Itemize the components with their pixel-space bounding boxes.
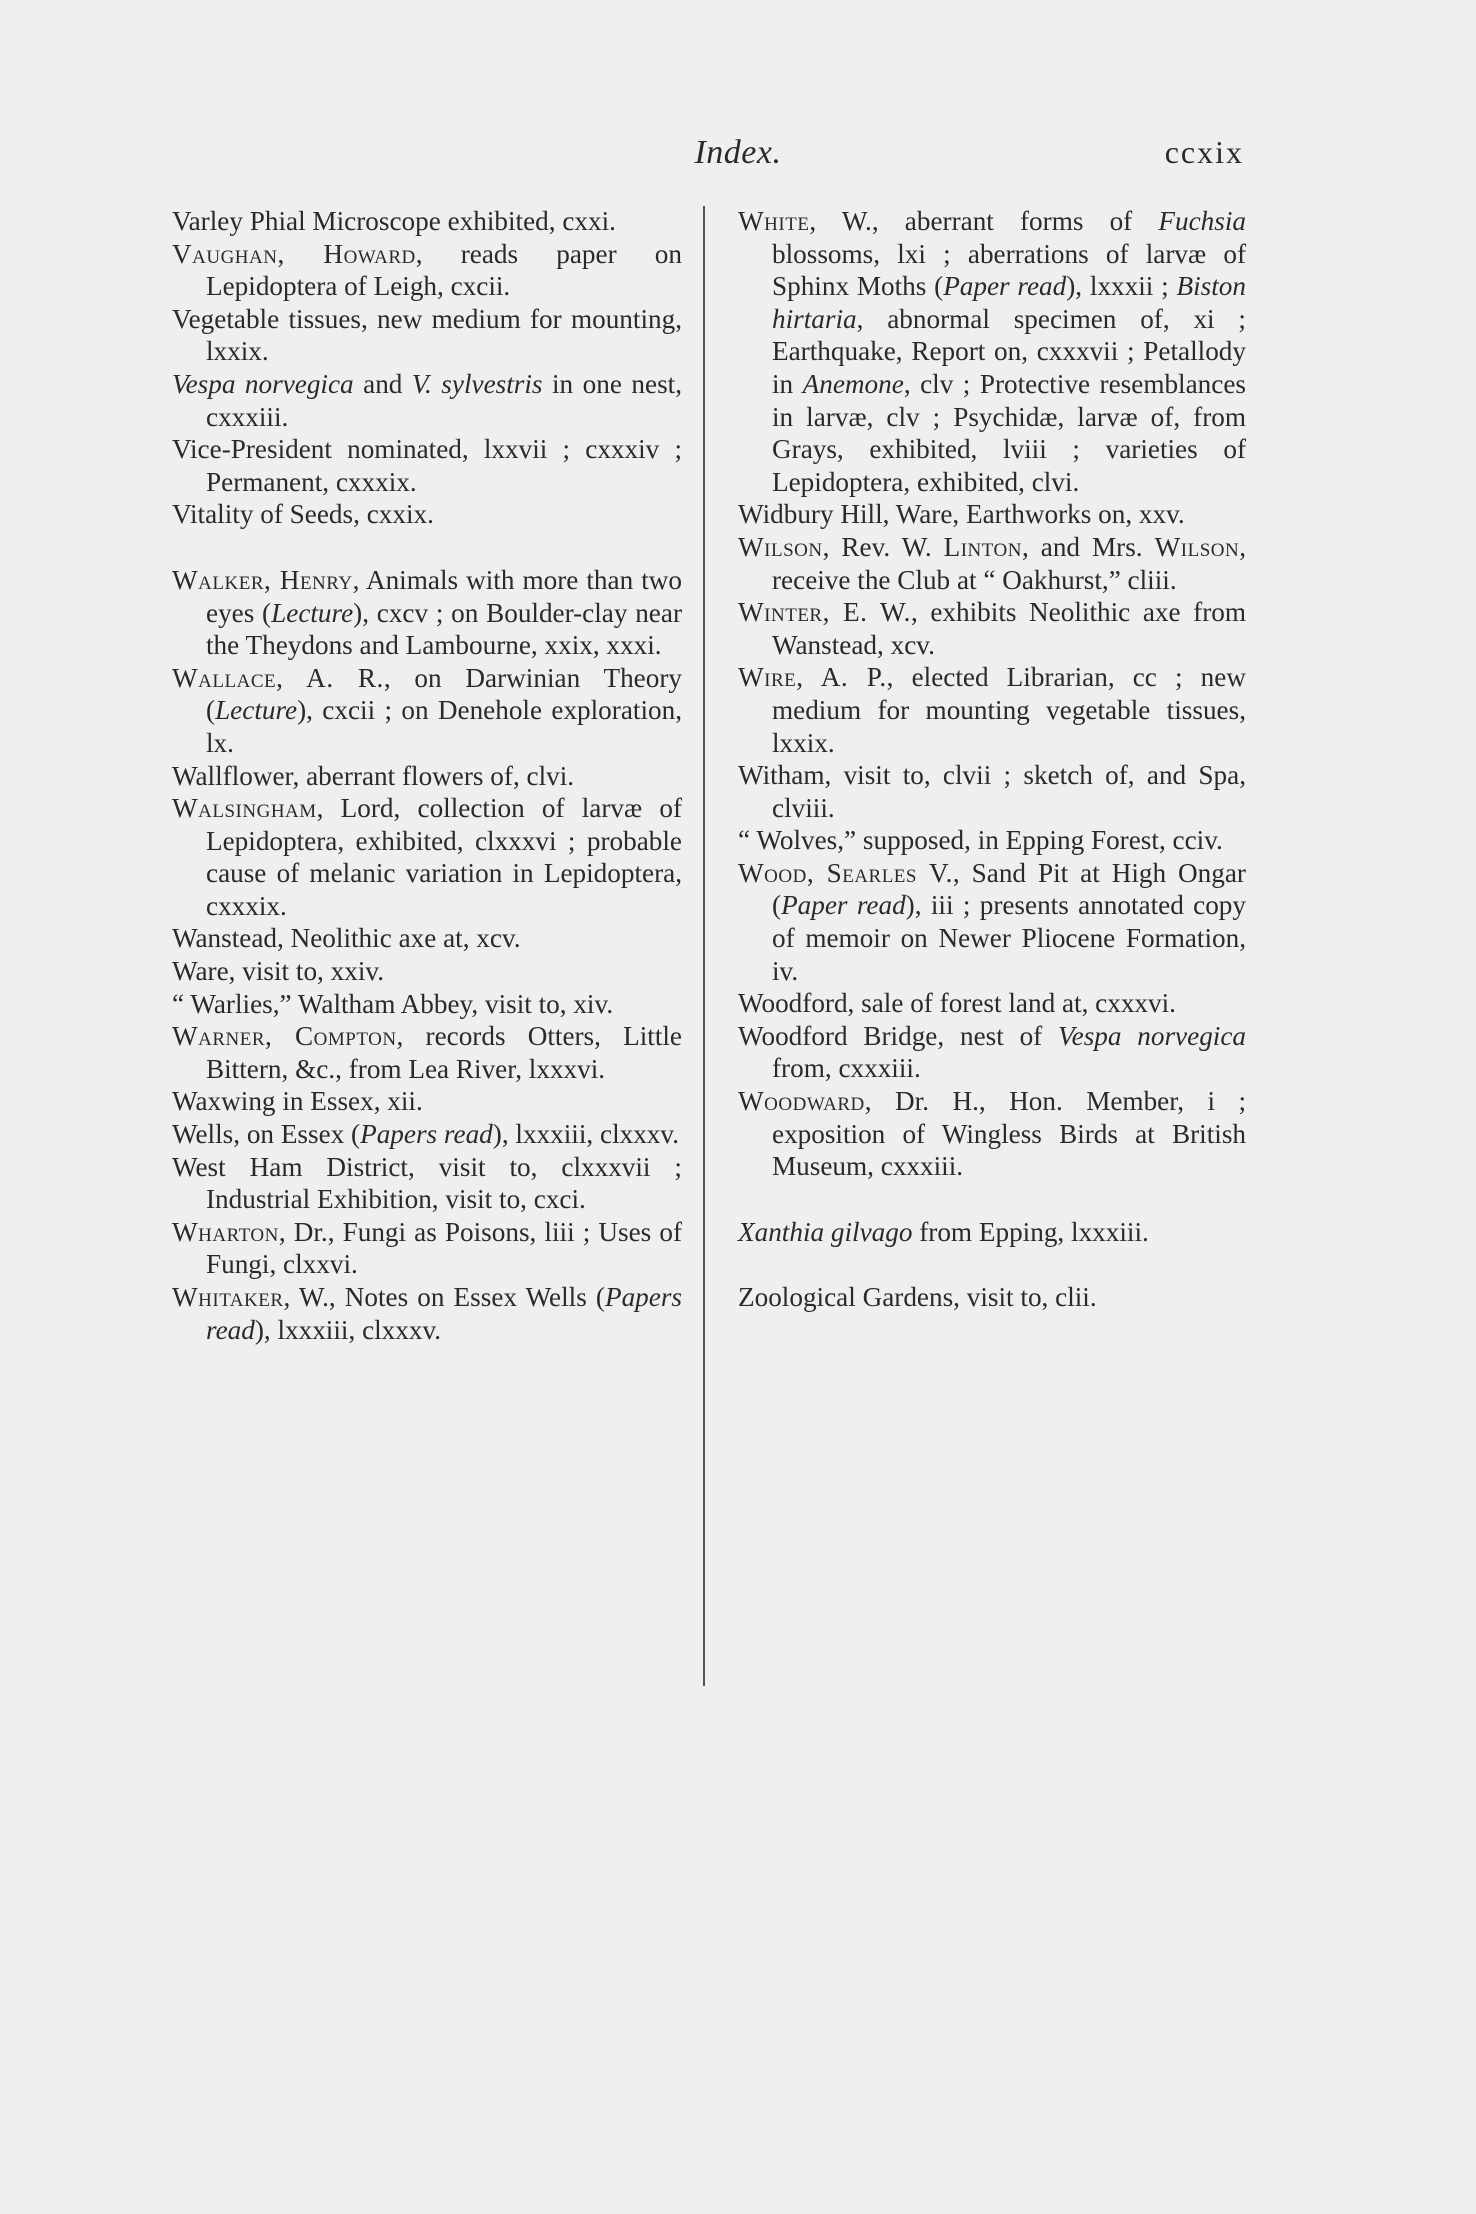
entry-name: Linton — [943, 531, 1022, 562]
entry-text: blossoms, lxi ; aberrations of larvæ of Sphinx Moths ( — [772, 238, 1246, 302]
entry-name: Walsingham — [172, 793, 317, 824]
entry-name: Wallace, A. R. — [172, 662, 384, 693]
entry-text: Varley Phial Microscope exhibited, cxxi. — [172, 206, 616, 236]
entry-text: , Rev. W. — [822, 531, 944, 562]
entry-text: , elected Librarian, cc ; new medium for mounting vegetable tissues, lxxix. — [772, 662, 1246, 758]
entry-text: ), lxxxiii, clxxxv. — [254, 1314, 442, 1345]
entry-text: “ Warlies,” Waltham Abbey, visit to, xiv. — [172, 988, 614, 1019]
index-entry — [172, 1085, 682, 1118]
index-entry — [172, 662, 682, 760]
entry-text: Woodford, sale of forest land at, cxxxvi. — [738, 988, 1176, 1019]
entry-text: , clv ; Protective resemblances in larvæ, clv ; Psychidæ, larvæ of, from Grays, exhibited, lviii ; varieties of Lepidoptera, exhibited, clvi. — [772, 368, 1246, 497]
index-entry — [172, 1151, 682, 1216]
entry-text: ), cxcii ; on Denehole exploration, lx. — [206, 695, 682, 758]
entry-text: , on Darwinian Theory ( — [206, 662, 682, 726]
entry-text: , Dr., Fungi as Poisons, liii ; Uses of Fungi, clxxvi. — [206, 1216, 682, 1280]
index-entry — [172, 760, 682, 793]
entry-italic-text: Papers read — [360, 1119, 493, 1150]
entry-text: , abnormal specimen of, xi ; Earthquake, Report on, cxxxvii ; Petallody in — [772, 303, 1246, 399]
index-column-right — [738, 205, 1246, 1314]
entry-name: Wire, A. P. — [738, 662, 887, 693]
entry-text: ), lxxxiii, clxxxv. — [492, 1119, 680, 1150]
entry-text: Wells, on Essex ( — [172, 1119, 361, 1150]
entry-text: Woodford Bridge, nest of — [738, 1020, 1059, 1051]
index-entry — [738, 1216, 1246, 1249]
entry-italic-text: Papers read — [206, 1282, 682, 1345]
index-entry — [172, 433, 682, 498]
entry-text: from Epping, lxxxiii. — [912, 1216, 1149, 1247]
entry-text: , exhibits Neolithic axe from Wanstead, xcv. — [772, 597, 1246, 660]
entry-name: Vaughan, Howard — [172, 238, 416, 269]
entry-name: Wharton — [172, 1216, 279, 1247]
entry-text: Waxwing in Essex, xii. — [172, 1086, 423, 1117]
index-entry — [172, 1020, 682, 1085]
index-entry — [738, 1281, 1246, 1314]
index-entry — [172, 1118, 682, 1151]
index-entry — [172, 564, 682, 662]
entry-text: ), lxxxii ; — [1066, 271, 1177, 302]
entry-italic-text: Vespa norvegica — [1058, 1020, 1246, 1051]
index-entry — [172, 498, 682, 531]
index-entry — [738, 759, 1246, 824]
index-entry — [172, 205, 682, 238]
page-title: Index. — [694, 134, 782, 171]
entry-text: Widbury Hill, Ware, Earthworks on, xxv. — [738, 499, 1185, 530]
index-entry — [738, 531, 1246, 596]
index-entry — [172, 1281, 682, 1346]
entry-text: Vegetable tissues, new medium for mounting, lxxix. — [172, 303, 682, 367]
entry-text: , reads paper on Lepidoptera of Leigh, cxcii. — [206, 238, 682, 302]
index-entry — [172, 303, 682, 368]
entry-name: Wilson — [738, 531, 823, 562]
index-entry — [738, 205, 1246, 498]
entry-italic-text: Lecture — [271, 597, 354, 628]
index-entry — [172, 792, 682, 922]
index-column-left — [172, 205, 682, 1346]
entry-text: ), cxcv ; on Boulder-clay near the Theydons and Lambourne, xxix, xxxi. — [206, 597, 682, 661]
entry-name: Wilson — [1154, 531, 1240, 562]
entry-text: West Ham District, visit to, clxxxvii ; Industrial Exhibition, visit to, cxci. — [172, 1151, 682, 1215]
entry-text: , records Otters, Little Bittern, &c., from Lea River, lxxxvi. — [206, 1021, 682, 1084]
index-entry — [172, 368, 682, 433]
entry-name: Walker, Henry — [172, 564, 353, 595]
entry-name: Wood, Searles V. — [738, 857, 953, 888]
entry-italic-text: Paper read — [781, 890, 906, 921]
entry-text: , W., aberrant forms of — [809, 206, 1159, 236]
page-number: ccxix — [1164, 134, 1244, 170]
index-entry — [738, 987, 1246, 1020]
index-entry — [738, 498, 1246, 531]
entry-text: Vice-President nominated, lxxvii ; cxxxiv ; Permanent, cxxxix. — [172, 434, 682, 497]
index-entry — [172, 955, 682, 988]
index-entry — [172, 1216, 682, 1281]
entry-text: Wallflower, aberrant flowers of, clvi. — [172, 760, 575, 791]
entry-text: , Dr. H., Hon. Member, i ; exposition of Wingless Birds at British Museum, cxxxiii. — [772, 1086, 1246, 1182]
entry-text: Ware, visit to, xxiv. — [172, 956, 385, 987]
entry-text: , receive the Club at “ Oakhurst,” cliii. — [772, 531, 1246, 595]
entry-italic-text: Xanthia gilvago — [738, 1216, 913, 1247]
entry-text: in one nest, cxxxiii. — [206, 368, 682, 432]
entry-text: Vitality of Seeds, cxxix. — [172, 499, 434, 530]
entry-name: Warner, Compton — [172, 1021, 397, 1052]
index-entry — [738, 596, 1246, 661]
entry-italic-text: Anemone — [802, 368, 904, 399]
entry-text: , Animals with more than two eyes ( — [206, 564, 682, 628]
index-entry — [172, 988, 682, 1021]
entry-text: , Lord, collection of larvæ of Lepidoptera, exhibited, clxxxvi ; probable cause of melanic variation in Lepidoptera, cxxxix. — [206, 793, 682, 921]
entry-text: , Sand Pit at High Ongar ( — [772, 857, 1246, 921]
index-entry — [172, 922, 682, 955]
index-entry — [738, 1020, 1246, 1085]
entry-name: Woodward — [738, 1086, 865, 1117]
entry-name: White — [738, 206, 810, 236]
entry-name: Whitaker — [172, 1282, 284, 1312]
entry-text: Zoological Gardens, visit to, clii. — [738, 1282, 1097, 1313]
entry-text: and — [353, 368, 412, 399]
entry-text: “ Wolves,” supposed, in Epping Forest, cciv. — [738, 825, 1223, 856]
index-entry — [738, 661, 1246, 759]
entry-text: , W., Notes on Essex Wells ( — [283, 1282, 605, 1312]
index-entry — [738, 824, 1246, 857]
entry-text: from, cxxxiii. — [772, 1053, 921, 1084]
entry-italic-text: Paper read — [943, 271, 1067, 302]
entry-italic-text: V. sylvestris — [411, 368, 543, 399]
index-entry — [172, 238, 682, 303]
entry-name: Winter, E. W. — [738, 597, 911, 628]
entry-italic-text: Lecture — [215, 695, 298, 726]
entry-italic-text: Biston hirtaria — [772, 271, 1246, 334]
entry-text: , and Mrs. — [1022, 531, 1155, 562]
index-entry — [738, 857, 1246, 987]
index-entry — [738, 1085, 1246, 1183]
entry-text: ), iii ; presents annotated copy of memoir on Newer Pliocene Formation, iv. — [772, 890, 1246, 986]
entry-text: Witham, visit to, clvii ; sketch of, and Spa, clviii. — [738, 760, 1246, 823]
running-head — [0, 134, 1476, 184]
entry-italic-text: Fuchsia — [1158, 206, 1246, 236]
entry-text: Wanstead, Neolithic axe at, xcv. — [172, 923, 521, 954]
entry-italic-text: Vespa norvegica — [172, 368, 354, 399]
column-divider — [703, 206, 705, 1686]
